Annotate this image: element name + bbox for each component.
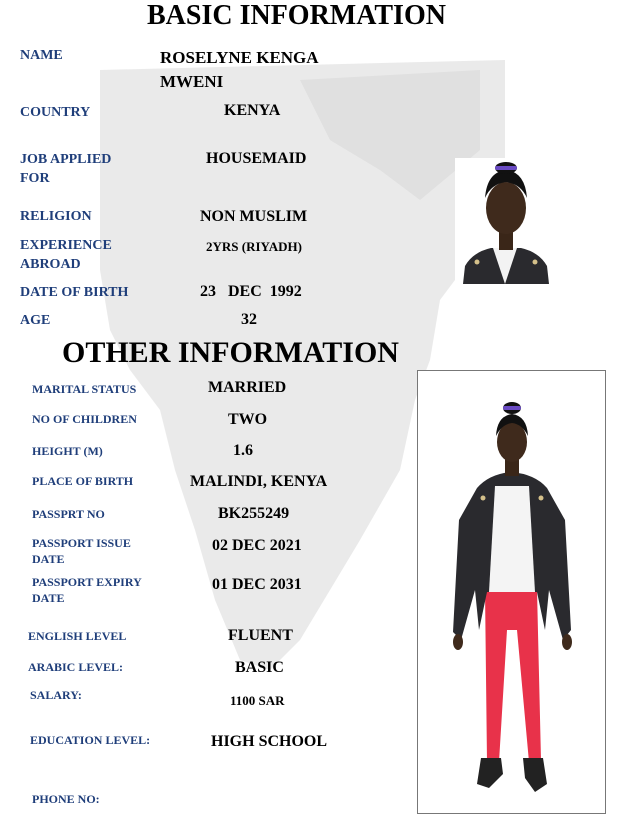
education-level-value: HIGH SCHOOL [211, 733, 328, 750]
age-value: 32 [241, 311, 257, 328]
passport-no-value: BK255249 [218, 505, 290, 522]
phone-no-label: PHONE NO: [32, 792, 100, 806]
headshot-photo [455, 158, 556, 284]
arabic-level-value: BASIC [235, 659, 284, 676]
height-value: 1.6 [233, 442, 253, 459]
passport-issue-date-label-line1: PASSPORT ISSUE [32, 536, 131, 550]
country-value: KENYA [224, 102, 281, 119]
job-applied-label-line1: JOB APPLIED [20, 152, 112, 167]
no-of-children-value: TWO [228, 411, 268, 428]
experience-abroad-label-line2: ABROAD [20, 257, 81, 272]
date-of-birth-label: DATE OF BIRTH [20, 285, 129, 300]
arabic-level-label: ARABIC LEVEL: [28, 660, 124, 674]
date-of-birth-value: 23 DEC 1992 [200, 283, 302, 300]
name-value-line1: ROSELYNE KENGA [160, 48, 319, 67]
name-label: NAME [20, 48, 63, 63]
place-of-birth-label: PLACE OF BIRTH [32, 474, 134, 488]
passport-issue-date-value: 02 DEC 2021 [212, 537, 302, 554]
passport-expiry-date-label-line1: PASSPORT EXPIRY [32, 575, 142, 589]
job-applied-value: HOUSEMAID [206, 150, 307, 167]
experience-abroad-label-line1: EXPERIENCE [20, 238, 112, 253]
salary-label: SALARY: [30, 688, 82, 702]
place-of-birth-value: MALINDI, KENYA [190, 473, 328, 490]
experience-abroad-value: 2YRS (RIYADH) [206, 239, 302, 254]
education-level-label: EDUCATION LEVEL: [30, 733, 151, 747]
height-label: HEIGHT (M) [32, 444, 103, 458]
age-label: AGE [20, 313, 51, 328]
job-applied-label-line2: FOR [20, 171, 50, 186]
passport-expiry-date-label-line2: DATE [32, 591, 65, 605]
basic-information-heading: BASIC INFORMATION [147, 0, 446, 31]
name-value-line2: MWENI [160, 72, 224, 91]
country-label: COUNTRY [20, 105, 91, 120]
passport-issue-date-label-line2: DATE [32, 552, 65, 566]
no-of-children-label: NO OF CHILDREN [32, 412, 137, 426]
other-information-heading: OTHER INFORMATION [62, 336, 399, 369]
english-level-label: ENGLISH LEVEL [28, 629, 127, 643]
marital-status-label: MARITAL STATUS [32, 382, 137, 396]
passport-expiry-date-value: 01 DEC 2031 [212, 576, 302, 593]
marital-status-value: MARRIED [208, 379, 287, 396]
religion-value: NON MUSLIM [200, 208, 308, 225]
religion-label: RELIGION [20, 209, 92, 224]
passport-no-label: PASSPRT NO [32, 507, 105, 521]
salary-value: 1100 SAR [230, 693, 285, 708]
english-level-value: FLUENT [228, 627, 293, 644]
full-body-photo [417, 370, 606, 814]
